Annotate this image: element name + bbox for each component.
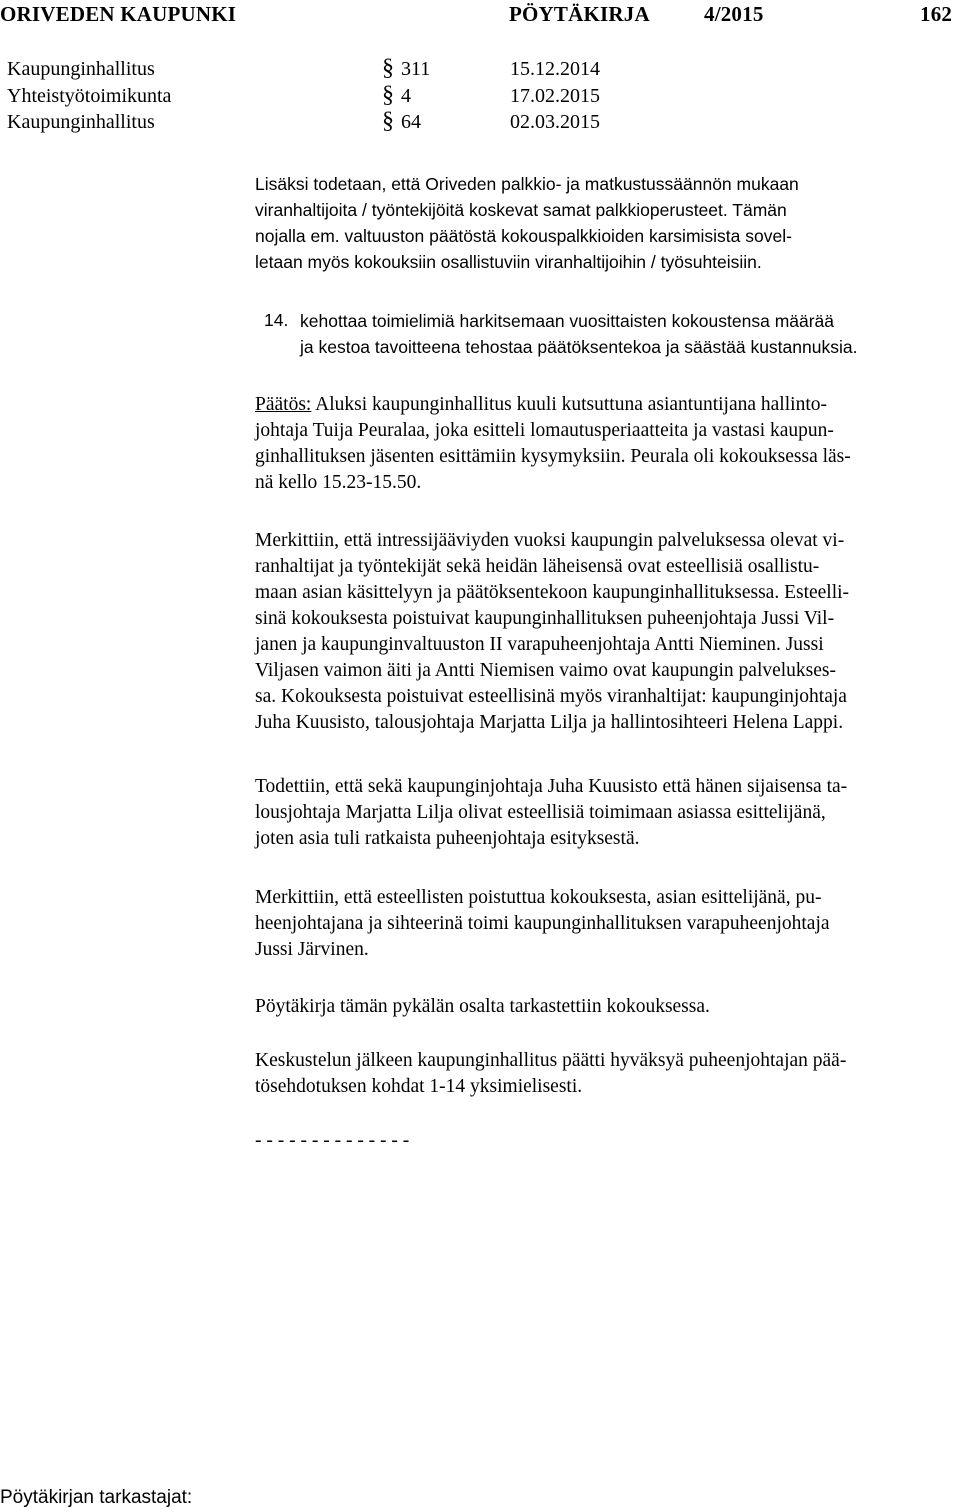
paragraph-line: tösehdotuksen kohdat 1-14 yksimielisesti.: [255, 1076, 583, 1097]
decision-paragraph: [255, 392, 955, 496]
decision-label: Päätös:: [255, 394, 312, 415]
conflict-paragraph: [255, 528, 955, 736]
history-date: 17.02.2015: [510, 85, 600, 107]
item-14-text: [300, 308, 955, 360]
paragraph-line: maan asian käsittelyyn ja päätöksentekoon kaupunginhallituksessa. Esteelli-: [255, 582, 850, 603]
paragraph-line: nojalla em. valtuuston päätöstä kokouspalkkioiden karsimisista sovel-: [255, 226, 792, 246]
document-type: PÖYTÄKIRJA: [509, 2, 650, 26]
minutes-paragraph: [255, 994, 955, 1020]
paragraph-line: viranhaltijoita / työntekijöitä koskevat samat palkkioperusteet. Tämän: [255, 200, 787, 220]
paragraph-line: Lisäksi todetaan, että Oriveden palkkio- ja matkustussäännön mukaan: [255, 174, 799, 194]
paragraph-line: nä kello 15.23-15.50.: [255, 472, 422, 493]
history-number: 64: [401, 111, 421, 133]
history-body: Yhteistyötoimikunta: [7, 85, 172, 107]
paragraph-line: Merkittiin, että intressijääviyden vuoksi kaupungin palveluksessa olevat vi-: [255, 530, 845, 551]
history-number: 311: [401, 58, 431, 80]
paragraph-line: Jussi Järvinen.: [255, 939, 369, 960]
intro-paragraph: [255, 171, 955, 275]
footer-label: Pöytäkirjan tarkastajat:: [0, 1487, 193, 1508]
paragraph-line: kehottaa toimielimiä harkitsemaan vuosittaisten kokoustensa määrää: [300, 311, 835, 331]
paragraph-line: Keskustelun jälkeen kaupunginhallitus päätti hyväksyä puheenjohtajan pää-: [255, 1050, 847, 1071]
paragraph-line: janen ja kaupunginvaltuuston II varapuheenjohtaja Antti Nieminen. Jussi: [255, 634, 824, 655]
paragraph-line: sinä kokouksesta poistuivat kaupunginhallituksen puheenjohtaja Jussi Vil-: [255, 608, 835, 629]
paragraph-line: Pöytäkirja tämän pykälän osalta tarkastettiin kokouksessa.: [255, 996, 710, 1017]
page-number: 162: [920, 2, 953, 26]
organization-name: ORIVEDEN KAUPUNKI: [0, 2, 237, 26]
item-number: 14.: [264, 310, 289, 330]
chair-paragraph: [255, 885, 955, 963]
history-body: Kaupunginhallitus: [7, 58, 155, 80]
section-symbol: §: [382, 108, 394, 134]
paragraph-line: johtaja Tuija Peuralaa, joka esitteli lomautusperiaatteita ja vastasi kaupun-: [255, 420, 834, 441]
paragraph-line: ja kestoa tavoitteena tehostaa päätöksentekoa ja säästää kustannuksia.: [300, 337, 858, 357]
paragraph-line: heenjohtajana ja sihteerinä toimi kaupunginhallituksen varapuheenjohtaja: [255, 913, 830, 934]
paragraph-line: ranhaltijat ja työntekijät sekä heidän läheisensä ovat esteellisiä osallistu-: [255, 556, 820, 577]
history-date: 15.12.2014: [510, 58, 600, 80]
paragraph-line: sa. Kokouksesta poistuivat esteellisinä myös viranhaltijat: kaupunginjohtaja: [255, 686, 847, 707]
paragraph-line: ginhallituksen jäsenten esittämiin kysymyksiin. Peurala oli kokouksessa läs-: [255, 446, 851, 467]
presenter-paragraph: [255, 774, 955, 852]
issue-number: 4/2015: [704, 2, 764, 26]
paragraph-line: Merkittiin, että esteellisten poistuttua kokouksesta, asian esittelijänä, pu-: [255, 887, 822, 908]
section-symbol: §: [382, 82, 394, 108]
paragraph-line: Viljasen vaimon äiti ja Antti Niemisen vaimo ovat kaupungin palvelukses-: [255, 660, 837, 681]
paragraph-line: Aluksi kaupunginhallitus kuuli kutsuttuna asiantuntijana hallinto-: [315, 394, 827, 415]
section-symbol: §: [382, 55, 394, 81]
history-body: Kaupunginhallitus: [7, 111, 155, 133]
paragraph-line: lousjohtaja Marjatta Lilja olivat esteellisiä toimimaan asiassa esittelijänä,: [255, 802, 826, 823]
history-number: 4: [401, 85, 411, 107]
history-date: 02.03.2015: [510, 111, 600, 133]
paragraph-line: letaan myös kokouksiin osallistuviin viranhaltijoihin / työsuhteisiin.: [255, 252, 762, 272]
paragraph-line: Juha Kuusisto, talousjohtaja Marjatta Lilja ja hallintosihteeri Helena Lappi.: [255, 712, 844, 733]
paragraph-line: Todettiin, että sekä kaupunginjohtaja Juha Kuusisto että hänen sijaisensa ta-: [255, 776, 848, 797]
paragraph-line: joten asia tuli ratkaista puheenjohtaja esityksestä.: [255, 828, 640, 849]
final-paragraph: [255, 1048, 955, 1100]
section-separator: - - - - - - - - - - - - - -: [255, 1130, 410, 1151]
